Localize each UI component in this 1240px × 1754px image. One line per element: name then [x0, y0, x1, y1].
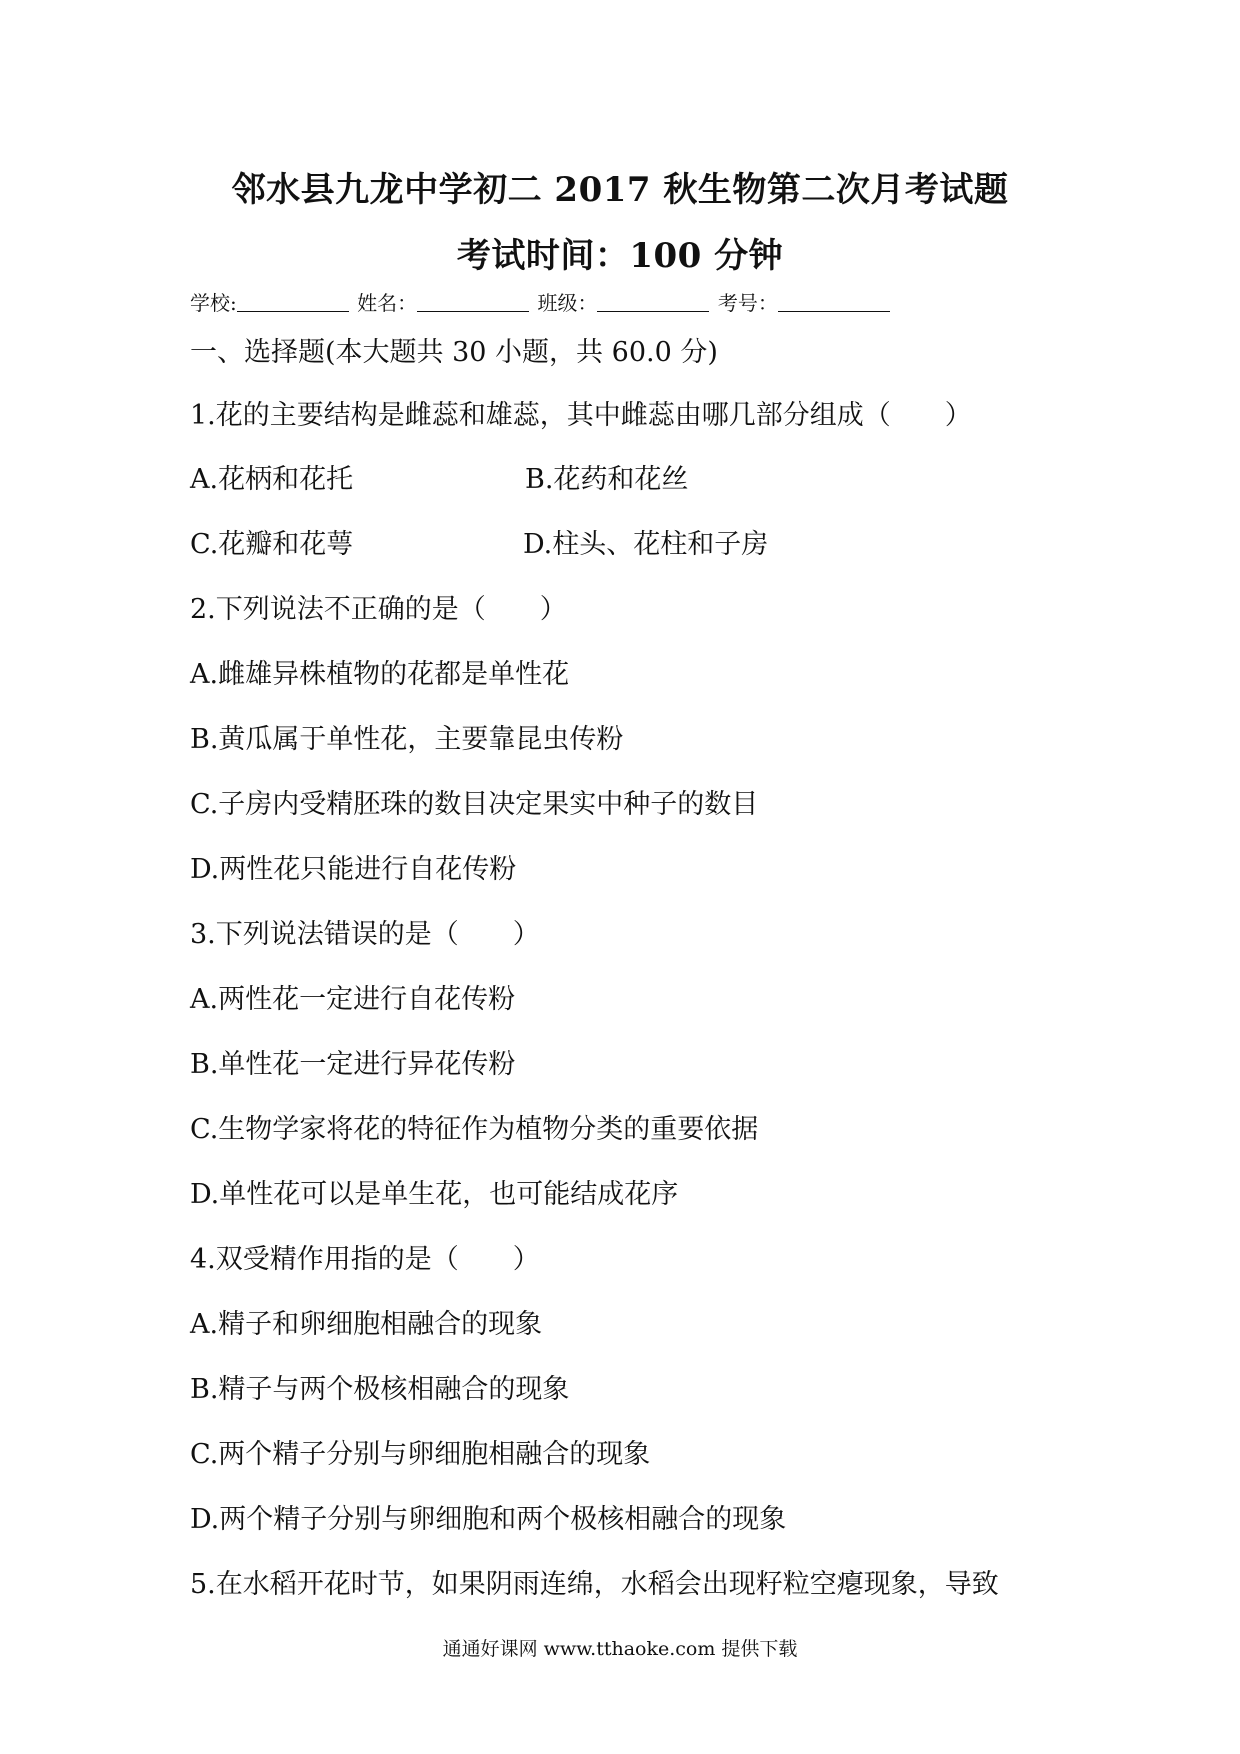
question-1-option-c: C.花瓣和花萼: [190, 529, 354, 560]
name-blank: [417, 293, 529, 312]
question-1-option-d: D.柱头、花柱和子房: [523, 529, 769, 560]
section-heading: 一、选择题(本大题共 30 小题，共 60.0 分): [190, 337, 718, 368]
class-label: 班级：: [537, 291, 598, 315]
question-3-option-c: C.生物学家将花的特征作为植物分类的重要依据: [190, 1114, 759, 1145]
question-5-stem: 5.在水稻开花时节，如果阴雨连绵，水稻会出现籽粒空瘪现象，导致: [190, 1569, 999, 1600]
question-2-option-d: D.两性花只能进行自花传粉: [190, 854, 517, 885]
name-label: 姓名：: [357, 291, 418, 315]
student-info-line: [190, 287, 892, 316]
school-blank: [237, 293, 349, 312]
exam-duration: 考试时间：100 分钟: [456, 236, 784, 276]
question-4-option-c: C.两个精子分别与卵细胞相融合的现象: [190, 1439, 651, 1470]
number-blank: [778, 293, 890, 312]
question-2-stem: 2.下列说法不正确的是（ ）: [190, 594, 567, 625]
question-3-option-d: D.单性花可以是单生花，也可能结成花序: [190, 1179, 679, 1210]
question-3-option-b: B.单性花一定进行异花传粉: [190, 1049, 516, 1080]
question-2-option-a: A.雌雄异株植物的花都是单性花: [190, 659, 570, 690]
question-1-option-b: B.花药和花丝: [525, 464, 689, 495]
page-title: 邻水县九龙中学初二 2017 秋生物第二次月考试题: [231, 170, 1009, 210]
page-footer: 通通好课网 www.tthaoke.com 提供下载: [442, 1638, 798, 1660]
question-3-stem: 3.下列说法错误的是（ ）: [190, 919, 540, 950]
question-2-option-c: C.子房内受精胚珠的数目决定果实中种子的数目: [190, 789, 759, 820]
question-4-option-d: D.两个精子分别与卵细胞和两个极核相融合的现象: [190, 1504, 787, 1535]
school-label: 学校:: [190, 291, 237, 315]
number-label: 考号：: [717, 291, 778, 315]
question-2-option-b: B.黄瓜属于单性花，主要靠昆虫传粉: [190, 724, 624, 755]
class-blank: [597, 293, 709, 312]
question-3-option-a: A.两性花一定进行自花传粉: [190, 984, 516, 1015]
question-4-stem: 4.双受精作用指的是（ ）: [190, 1244, 540, 1275]
question-1-stem: 1.花的主要结构是雌蕊和雄蕊，其中雌蕊由哪几部分组成（ ）: [190, 400, 972, 431]
question-4-option-a: A.精子和卵细胞相融合的现象: [190, 1309, 543, 1340]
question-4-option-b: B.精子与两个极核相融合的现象: [190, 1374, 570, 1405]
question-1-option-a: A.花柄和花托: [190, 464, 354, 495]
